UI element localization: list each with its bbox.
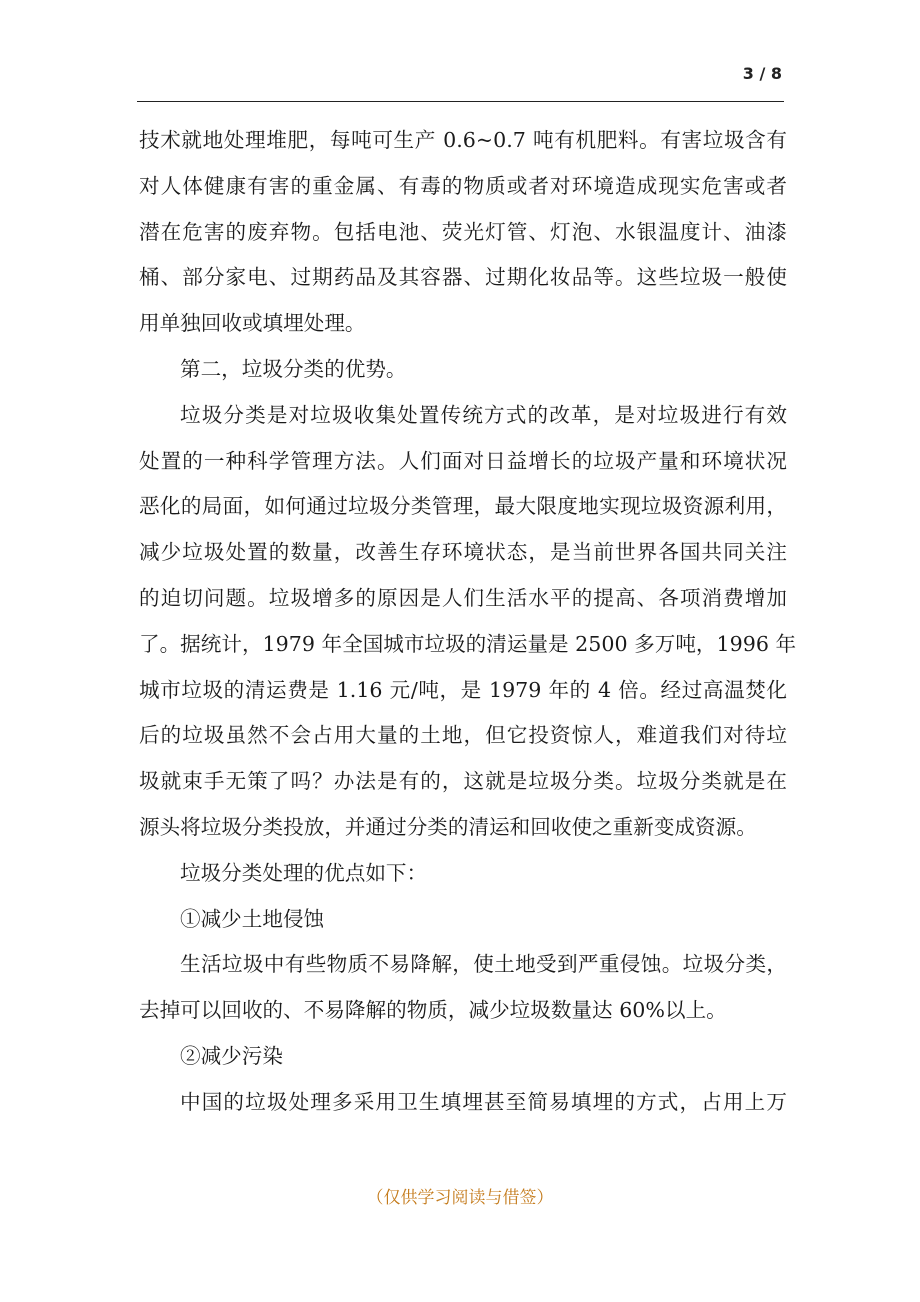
text-line: 垃圾分类处理的优点如下： xyxy=(180,860,428,885)
text-line: 圾就束手无策了吗？办法是有的，这就是垃圾分类。垃圾分类就是在 xyxy=(139,769,787,794)
text-line: 垃圾分类是对垃圾收集处置传统方式的改革，是对垃圾进行有效 xyxy=(180,402,787,427)
text-line: 潜在危害的废弃物。包括电池、荧光灯管、灯泡、水银温度计、油漆 xyxy=(139,219,787,244)
text-line: 技术就地处理堆肥，每吨可生产 0.6~0.7 吨有机肥料。有害垃圾含有 xyxy=(139,128,787,152)
text-line: 了。据统计，1979 年全国城市垃圾的清运量是 2500 多万吨，1996 年 xyxy=(139,631,797,656)
text-line: 去掉可以回收的、不易降解的物质，减少垃圾数量达 60%以上。 xyxy=(139,998,727,1023)
text-line: 中国的垃圾处理多采用卫生填埋甚至简易填埋的方式，占用上万 xyxy=(180,1089,787,1114)
text-line: 恶化的局面，如何通过垃圾分类管理，最大限度地实现垃圾资源利用， xyxy=(139,494,787,519)
page-number: 3 / 8 xyxy=(742,64,782,83)
text-line: 减少垃圾处置的数量，改善生存环境状态，是当前世界各国共同关注 xyxy=(139,540,787,565)
header-rule xyxy=(137,101,784,102)
text-line: 生活垃圾中有些物质不易降解，使土地受到严重侵蚀。垃圾分类， xyxy=(180,952,787,977)
text-line: 对人体健康有害的重金属、有毒的物质或者对环境造成现实危害或者 xyxy=(139,173,787,198)
list-heading: ②减少污染 xyxy=(180,1043,283,1068)
section-heading: 第二，垃圾分类的优势。 xyxy=(180,356,407,381)
footer-note: （仅供学习阅读与借签） xyxy=(366,1188,554,1208)
text-line: 处置的一种科学管理方法。人们面对日益增长的垃圾产量和环境状况 xyxy=(139,448,787,473)
text-line: 的迫切问题。垃圾增多的原因是人们生活水平的提高、各项消费增加 xyxy=(139,585,787,610)
text-line: 源头将垃圾分类投放，并通过分类的清运和回收使之重新变成资源。 xyxy=(139,814,757,839)
text-line: 桶、部分家电、过期药品及其容器、过期化妆品等。这些垃圾一般使 xyxy=(139,265,787,290)
text-line: 城市垃圾的清运费是 1.16 元/吨，是 1979 年的 4 倍。经过高温焚化 xyxy=(139,677,787,702)
body-text xyxy=(139,118,797,1126)
text-line: 后的垃圾虽然不会占用大量的土地，但它投资惊人，难道我们对待垃 xyxy=(139,723,787,748)
list-heading: ①减少土地侵蚀 xyxy=(180,906,325,931)
text-line: 用单独回收或填埋处理。 xyxy=(139,311,366,336)
